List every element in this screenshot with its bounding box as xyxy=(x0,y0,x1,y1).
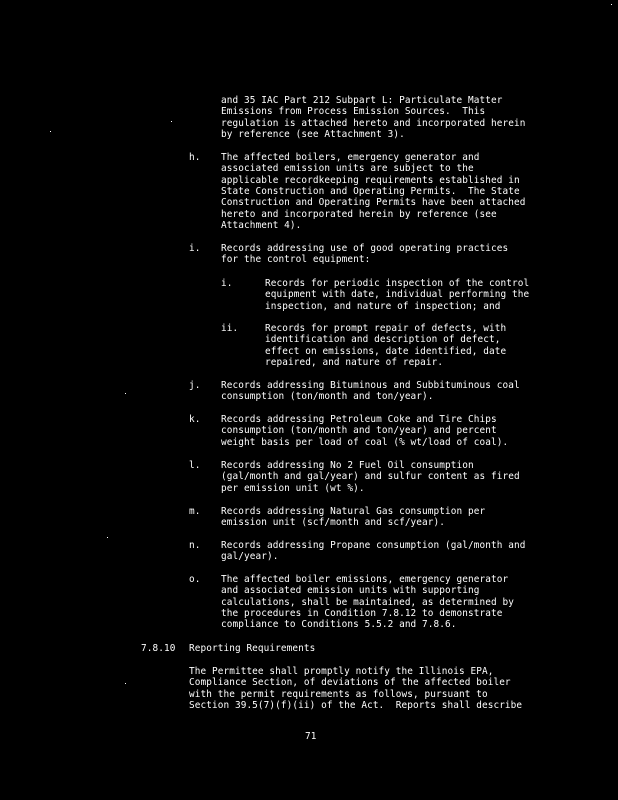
intro-line: and 35 IAC Part 212 Subpart L: Particulate Matter xyxy=(221,95,503,106)
item-line: consumption (ton/month and ton/year). xyxy=(221,391,434,403)
sub-item-marker: i. xyxy=(221,278,233,289)
item-line: Records addressing Bituminous and Subbituminous coal xyxy=(221,380,520,391)
sub-item-line: repaired, and nature of repair. xyxy=(265,356,444,368)
item-line: State Construction and Operating Permits. The State xyxy=(221,185,520,197)
item-line: the procedures in Condition 7.8.12 to demonstrate xyxy=(221,607,503,619)
reporting-line: with the permit requirements as follows, pursuant to xyxy=(189,688,488,700)
item-line: Records addressing use of good operating practices xyxy=(221,243,509,254)
reporting-line: Compliance Section, of deviations of the affected boiler xyxy=(189,677,511,689)
item-marker: j. xyxy=(189,380,201,391)
scan-speck xyxy=(50,131,51,132)
item-marker: i. xyxy=(189,243,201,254)
item-marker: k. xyxy=(189,414,201,425)
sub-item-line: identification and description of defect, xyxy=(265,334,501,346)
item-marker: o. xyxy=(189,574,201,585)
intro-line: regulation is attached hereto and incorporated herein xyxy=(221,117,526,129)
intro-line: Emissions from Process Emission Sources. This xyxy=(221,106,486,118)
item-line: gal/year). xyxy=(221,551,279,563)
scan-speck xyxy=(125,683,126,684)
sub-item-marker: ii. xyxy=(221,323,239,334)
sub-item-line: effect on emissions, date identified, date xyxy=(265,345,507,357)
item-line: consumption (ton/month and ton/year) and percent xyxy=(221,425,497,437)
item-line: per emission unit (wt %). xyxy=(221,482,365,494)
item-line: Records addressing Petroleum Coke and Tire Chips xyxy=(221,414,497,425)
item-line: applicable recordkeeping requirements established in xyxy=(221,174,520,186)
section-title: Reporting Requirements xyxy=(189,643,316,654)
sub-item-line: equipment with date, individual performing the xyxy=(265,289,530,301)
sub-item-line: Records for periodic inspection of the control xyxy=(265,278,530,289)
item-line: associated emission units are subject to the xyxy=(221,163,474,175)
item-line: (gal/month and gal/year) and sulfur content as fired xyxy=(221,471,520,483)
scan-speck xyxy=(171,121,172,122)
item-line: hereto and incorporated herein by reference (see xyxy=(221,208,497,220)
scan-speck xyxy=(611,4,612,5)
scan-speck xyxy=(107,537,108,538)
sub-item-line: Records for prompt repair of defects, with xyxy=(265,323,507,334)
item-line: weight basis per load of coal (% wt/load of coal). xyxy=(221,436,509,448)
intro-line: by reference (see Attachment 3). xyxy=(221,128,405,140)
item-line: and associated emission units with supporting xyxy=(221,585,480,597)
item-marker: h. xyxy=(189,152,201,163)
item-line: Construction and Operating Permits have been attached xyxy=(221,197,526,209)
sub-item-line: inspection, and nature of inspection; and xyxy=(265,300,501,312)
item-line: Records addressing No 2 Fuel Oil consumption xyxy=(221,460,474,471)
item-line: compliance to Conditions 5.5.2 and 7.8.6. xyxy=(221,619,457,631)
item-line: calculations, shall be maintained, as determined by xyxy=(221,596,514,608)
item-line: The affected boilers, emergency generator and xyxy=(221,152,480,163)
section-number: 7.8.10 xyxy=(141,643,176,654)
item-line: The affected boiler emissions, emergency generator xyxy=(221,574,509,585)
item-line: Records addressing Natural Gas consumption per xyxy=(221,506,486,517)
page-number: 71 xyxy=(305,731,317,742)
item-line: Attachment 4). xyxy=(221,219,302,231)
item-line: for the control equipment: xyxy=(221,254,371,266)
item-marker: l. xyxy=(189,460,201,471)
item-marker: n. xyxy=(189,540,201,551)
scan-speck xyxy=(125,393,126,394)
item-line: emission unit (scf/month and scf/year). xyxy=(221,517,446,529)
item-line: Records addressing Propane consumption (gal/month and xyxy=(221,540,526,551)
reporting-line: The Permittee shall promptly notify the Illinois EPA, xyxy=(189,666,494,677)
item-marker: m. xyxy=(189,506,201,517)
reporting-line: Section 39.5(7)(f)(ii) of the Act. Reports shall describe xyxy=(189,699,523,711)
